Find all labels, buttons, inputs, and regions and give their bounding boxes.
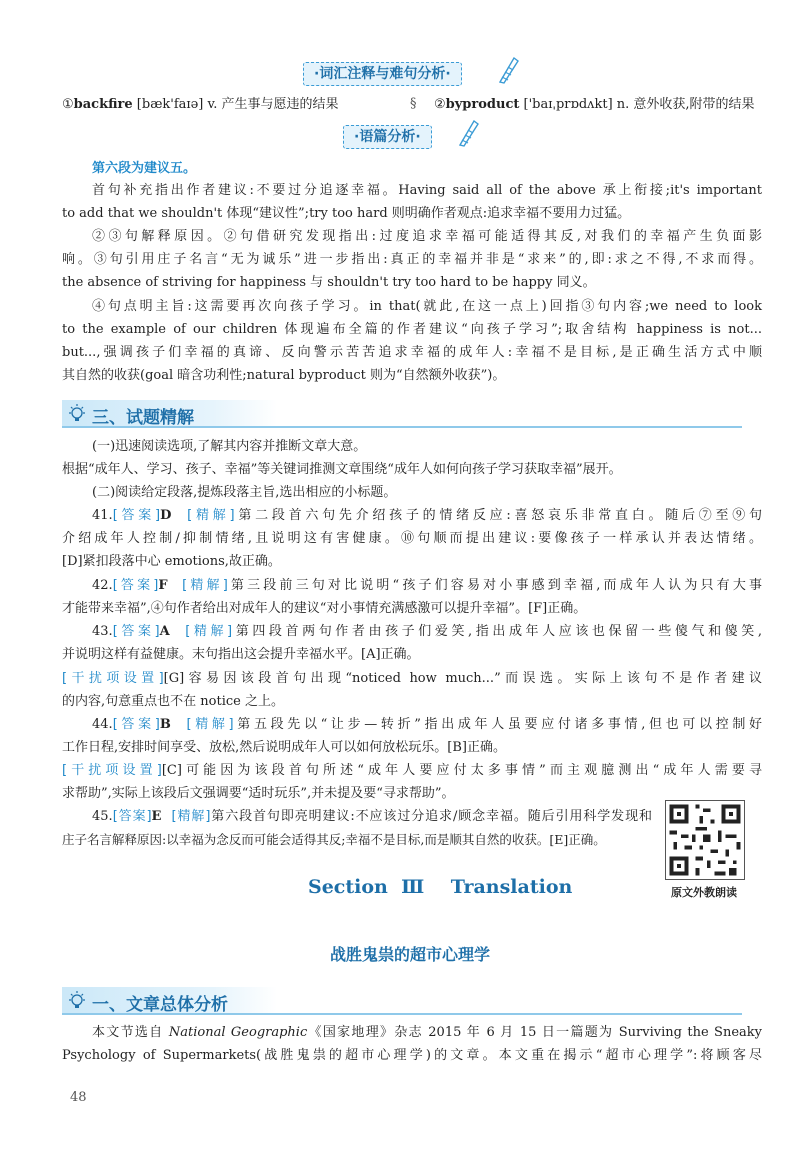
answer-letter: D [160, 508, 172, 523]
para6-line: the absence of striving for happiness 与 shouldn't try too hard to be happy 同义。 [62, 275, 596, 290]
distractor-label: [干扰项设置] [62, 763, 162, 778]
step-one: (一)迅速阅读选项,了解其内容并推断文章大意。 [92, 439, 367, 454]
intro-text: 本文节选自 [92, 1025, 169, 1040]
step-one-detail: 根据“成年人、学习、孩子、幸福”等关键词推测文章围绕“成年人如何向孩子学习获取幸福”展开。 [62, 462, 622, 477]
q42-line1 [92, 577, 762, 594]
answer-label: [答案] [112, 717, 160, 732]
intro-line1 [92, 1024, 762, 1041]
distractor-text: [C]可能因为该段首句所述“成年人要应付太多事情”而主观臆测出“成年人需要寻 [161, 763, 762, 778]
pen-nib-icon [496, 54, 520, 84]
answer-label: [答案] [112, 809, 152, 824]
q43-line1 [92, 623, 762, 640]
para6-line: 其自然的收获(goal 暗含功利性;natural byproduct 则为“自然额外收获”)。 [62, 368, 506, 383]
answer-label: [答案] [112, 624, 160, 639]
step-two: (二)阅读给定段落,提炼段落主旨,选出相应的小标题。 [92, 485, 397, 500]
explanation-text: 第三段前三句对比说明“孩子们容易对小事感到幸福,而成年人认为只有大事 [227, 578, 762, 593]
vocab-item-definition: ['baɪˌprɒdʌkt] n. 意外收获,附带的结果 [519, 97, 755, 112]
q44-distractor-line2: 求帮助”,实际上该段后文强调要“适时玩乐”,并未提及要“寻求帮助”。 [62, 786, 455, 801]
q45-line2: 庄子名言解释原因:以幸福为念反而可能会适得其反;幸福不是目标,而是顺其自然的收获。[E]正确。 [62, 832, 606, 847]
pen-nib-icon [456, 117, 480, 147]
explanation-text: 第二段首六句先介绍孩子的情绪反应:喜怒哀乐非常直白。随后⑦至⑨句 [234, 508, 762, 523]
para6-title: 第六段为建议五。 [92, 161, 197, 176]
q43-distractor-line2: 的内容,句意重点也不在 notice 之上。 [62, 694, 284, 709]
answer-letter: B [159, 717, 171, 732]
distractor-label: [干扰项设置] [62, 671, 164, 686]
lightbulb-icon [66, 990, 88, 1012]
vocab-item-backfire [62, 96, 339, 113]
section-number: Ⅲ [401, 876, 425, 898]
intro-text: 《国家地理》杂志 2015 年 6 月 15 日一篇题为 Surviving the Sneaky [307, 1025, 763, 1040]
q43-line2: 并说明这样有益健康。末句指出这会提升幸福水平。[A]正确。 [62, 647, 420, 662]
q41-line2: 介绍成年人控制/抑制情绪,且说明这有害健康。⑩句顺而提出建议:要像孩子一样承认并表达情绪。 [62, 531, 762, 546]
vocab-item-word: backfire [73, 97, 133, 112]
q41-line1 [92, 507, 762, 524]
answer-label: [答案] [112, 578, 159, 593]
para6-line: 响。③句引用庄子名言“无为诚乐”进一步指出:真正的幸福并非是“求来”的,即:求之不得,不求而得。 [62, 252, 762, 267]
q41-line3: [D]紧扣段落中心 emotions,故正确。 [62, 554, 281, 569]
vocab-item-number: ① [62, 97, 74, 112]
discourse-header [343, 125, 432, 149]
para6-line: to add that we shouldn't 体现“建议性”;try too hard 则明确作者观点:追求幸福不要用力过猛。 [62, 206, 631, 221]
vocab-header-label: ·词汇注释与难句分析· [303, 62, 462, 86]
qr-caption: 原文外教朗读 [671, 886, 737, 899]
question-number: 45. [92, 809, 113, 824]
discourse-header-label: ·语篇分析· [343, 125, 432, 149]
q44-line1 [92, 716, 762, 733]
answer-label: [答案] [112, 508, 161, 523]
explain-label: [精解] [187, 508, 235, 523]
vocab-item-word: byproduct [445, 97, 520, 112]
page-number: 48 [70, 1090, 87, 1105]
section-title: 一、文章总体分析 [92, 995, 228, 1015]
explanation-text: 第六段首句即亮明建议:不应该过分追求/顾念幸福。随后引用科学发现和 [210, 809, 652, 824]
explain-label: [精解] [171, 809, 211, 824]
section-header-overall-analysis [62, 987, 742, 1015]
qr-code-icon[interactable] [665, 800, 745, 880]
para6-line: ②③句解释原因。②句借研究发现指出:过度追求幸福可能适得其反,对我们的幸福产生负面影 [92, 229, 762, 244]
vocab-item-number: ② [434, 97, 446, 112]
divider-ornament: § [410, 96, 417, 111]
lightbulb-icon [66, 403, 88, 425]
explain-label: [精解] [186, 717, 234, 732]
section-label: Section [308, 876, 388, 898]
q42-line2: 才能带来幸福”,④句作者给出对成年人的建议“对小事情充满感激可以提升幸福”。[F]正确。 [62, 601, 587, 616]
explain-label: [精解] [182, 578, 228, 593]
para6-line: but...,强调孩子们幸福的真谛、反向警示苦苦追求幸福的成年人:幸福不是目标,是正确生活方式中顺 [62, 345, 762, 360]
explanation-text: 第四段首两句作者由孩子们爱笑,指出成年人应该也保留一些傻气和傻笑, [232, 624, 763, 639]
distractor-text: [G]容易因该段首句出现“noticed how much...”而误选。实际上该句不是作者建议 [163, 671, 762, 686]
vocab-header [303, 62, 462, 86]
question-number: 42. [92, 578, 113, 593]
explain-label: [精解] [185, 624, 233, 639]
section-translation-heading [308, 876, 572, 898]
explanation-text: 第五段先以“让步—转折”指出成年人虽要应付诸多事情,但也可以控制好 [233, 717, 763, 732]
vocab-item-definition: [bæk'faɪə] v. 产生事与愿违的结果 [132, 97, 339, 112]
q45-line1 [92, 808, 652, 825]
question-number: 43. [92, 624, 113, 639]
intro-source: National Geographic [168, 1025, 308, 1040]
question-number: 44. [92, 717, 113, 732]
para6-line: ④句点明主旨:这需要再次向孩子学习。in that(就此,在这一点上)回指③句内容;we need to look [92, 299, 762, 314]
q44-line2: 工作日程,安排时间享受、放松,然后说明成年人可以如何放松玩乐。[B]正确。 [62, 740, 506, 755]
article-title: 战胜鬼祟的超市心理学 [330, 945, 491, 964]
q44-distractor-line1 [62, 762, 762, 779]
intro-line2: Psychology of Supermarkets(战胜鬼祟的超市心理学)的文章。本文重在揭示“超市心理学”:将顾客尽 [62, 1048, 762, 1063]
answer-letter: E [151, 809, 162, 824]
answer-letter: F [158, 578, 168, 593]
answer-letter: A [159, 624, 170, 639]
question-number: 41. [92, 508, 113, 523]
vocab-item-byproduct [434, 96, 755, 113]
para6-line: 首句补充指出作者建议:不要过分追逐幸福。Having said all of the above 承上衔接;it's important [92, 183, 762, 198]
q43-distractor-line1 [62, 670, 762, 687]
para6-line: to the example of our children 体现遍布全篇的作者建议“向孩子学习”;取舍结构 happiness is not... [62, 322, 762, 337]
section-title: 三、试题精解 [92, 408, 194, 428]
section-header-exam-analysis [62, 400, 742, 428]
section-word: Translation [450, 876, 573, 898]
